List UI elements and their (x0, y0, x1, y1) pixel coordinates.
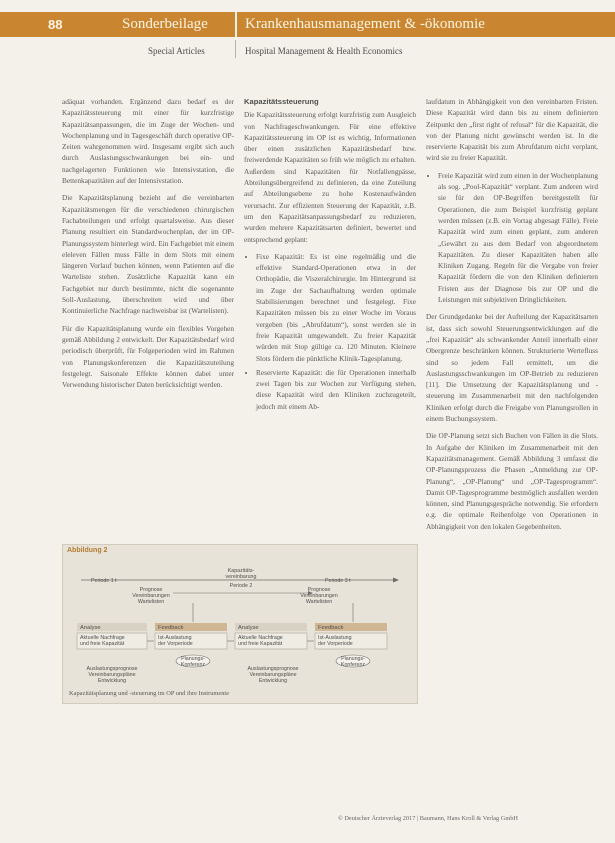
section-title-right: Krankenhausmanagement & -ökonomie (245, 16, 485, 32)
header-divider (235, 12, 237, 37)
top-center-line1: Kapazitäts- (227, 568, 255, 574)
bullet-list (244, 251, 416, 412)
box4-l2: der Vorperiode (318, 641, 353, 647)
paragraph: Die Kapazitätssteuerung erfolgt kurzfristig zum Ausgleich von Nachfrageschwankungen. Für eine effektive Kapazitätssteuerung im OP ist es wichtig, Informationen über einen zusätzlichen Kapazitätsbedarf bzw. freiwerdende Kapazitäten so früh wie möglich zu erhalten. Außerdem sind Kapazitäten für Notfallengpässe, Abteilungsübergreifend zu definieren, da eine Zuteilung auf Abteilungsebene zu hohe Kostenaufwänden verursacht. Zur effizienten Steuerung der Kapazität, z.B. um den Kapazitätsanpassungsbedarf zu reduzieren, wurden mehrere Kapazitätsarten definiert, bewertet und entsprechend geplant: (244, 110, 416, 244)
left-forecast-1: Prognose (139, 587, 163, 593)
box1-l2: und freie Kapazität (80, 641, 125, 647)
figure-diagram (63, 545, 417, 703)
right-forecast-2: Vereinbarungen (300, 593, 338, 599)
bullet-list (426, 170, 598, 306)
oval1-l1: Planungs- (181, 656, 205, 662)
bottom-left-1: Auslastungsprognose (86, 666, 138, 672)
list-item: • Freie Kapazität wird zum einen in der Wochenplanung als sog. „Pool-Kapazität“ verplant. Zum anderen wird sie für den OP-Begriffen bereitgestellt für Operationen, die zum Beispiel kurzfristig geplant werden müssen (z.B. ein Vortag abgesagt Fälle). Freie Kapazität wird zum einen geplant, zum anderen „Gewährt zu aus dem Bedarf von abgeordnetem Kapazitäten. Zu dieser Kapazitäten haben alle Kliniken Zugang. Regeln für die Vergabe von freier Kapazität fördern die von den Kliniken definierten Fristen aus der Diagnose bis zur OP und die Leistungen mit subjektiven Dringlichkeiten. (438, 170, 598, 306)
subheader-right: Hospital Management & Health Economics (245, 46, 403, 56)
right-forecast-1: Prognose (307, 587, 331, 593)
left-forecast-3: Wartelisten (137, 599, 165, 605)
phase-feedback-2: Feedback (318, 625, 344, 631)
list-item: • Fixe Kapazität: Es ist eine regelmäßig und die effektive Standard-Operationen etwa in der Orthopädie, die Viszeralchirurgie. Im Hintergrund ist im Zuge der Sachaufhaltung werden optimale Stabilisierungen berechnet und festgelegt. Fixe Kapazitäten müssen bis zu einer Woche im Voraus vergeben (bis „Abrufdatum“), sonst werden sie in freie Kapazität umgewandelt. Zu freier Kapazität würden mit Stop gültige ca. 120 Minuten. Kleinere Slots fördern die pünktliche Klinik-Tagesplanung. (256, 251, 416, 364)
period-1-label: Periode 1 t (91, 578, 117, 584)
box3-l1: Aktuelle Nachfrage (238, 635, 283, 641)
phase-analyse-1: Analyse (80, 625, 101, 631)
text-column-3 (426, 96, 598, 538)
period-3-label: Periode 3 t (325, 578, 351, 584)
list-item: • Reservierte Kapazität: die für Operationen innerhalb zwei Tagen bis zur Wochen zur Verfügung stehen, diese Kapazität wird den Kliniken zuchzugeteilt, jedoch mit einem Ab- (256, 367, 416, 412)
left-forecast-2: Vereinbarungen (132, 593, 170, 599)
figure-label: Abbildung 2 (67, 547, 108, 554)
oval2-l1: Planungs- (341, 656, 365, 662)
box4-l1: Ist-Auslastung (318, 635, 352, 641)
subheader-left: Special Articles (148, 46, 205, 56)
phase-feedback-1: Feedback (158, 625, 184, 631)
box2-l1: Ist-Auslastung (158, 635, 192, 641)
oval2-l2: Konferenz (340, 662, 366, 668)
bottom-left-2: Vereinbarungspläne (88, 672, 136, 678)
header-bar (0, 12, 615, 37)
page-number: 88 (48, 17, 63, 32)
section-heading: Kapazitätssteuerung (244, 97, 319, 106)
bottom-mid-3: Entwicklung (258, 678, 288, 684)
footer-copyright: © Deutscher Ärzteverlag 2017 | Baumann, Hans Kroll & Verlag GmbH (338, 815, 518, 822)
paragraph: laufdatum in Abhängigkeit von den vereinbarten Fristen. Diese Kapazität wird dann bis zu einem definierten Zeitpunkt den „first right of refusal“ für die Kapazität, die von der Planung nicht gewünscht werden ist. In die reservierte Kapazität bis zum Abrufdatum nicht verplant, wird sie zu freier Kapazität. (426, 97, 598, 163)
paragraph: Die Kapazitätsplanung bezieht auf die vereinbarten Kapazitätsmengen für die verschiedenen chirurgischen Fachabteilungen und erfolgt quartalsweise. Aus dieser Planung resultiert ein Standardwochenplan, der im OP-Planungssystem hinterlegt wird. Ein Fachgebiet mit einem eleleven Fällen muss Fälle in dem Slots mit einem längeren Vorlauf buchen können, wenn Patienten auf die Warteliste stehen. Zusätzliche Kapazität kann ein Fachgebiet nur durch bestimmte, nicht die sogenannte Soll-Auslastung, überschreiten wird und über Kontinuierliche Nachfrage nachweisbar ist (Wartelisten). (62, 193, 234, 316)
text-column-1 (62, 96, 234, 396)
top-center-line3: Periode 2 (229, 583, 253, 589)
bottom-mid-2: Vereinbarungspläne (249, 672, 297, 678)
top-center-line2: vereinbarung (225, 574, 257, 580)
subheader-divider (235, 40, 236, 58)
bottom-left-3: Entwicklung (97, 678, 127, 684)
section-title-left: Sonderbeilage (122, 16, 208, 32)
figure-capacity-planning (62, 544, 418, 704)
paragraph: adäquat vorhanden. Ergänzend dazu bedarf es der Kapazitätssteuerung mit einer für kurzfristige Kapazitätsanpassungen, die im Zuge der Wochen- und Wochenplanung und in Tagesgeschäft durch operative OP-Zeiten wahrgenommen wird. Insgesamt ergibt sich auch durch Auslastungsschwankungen bei ein- und nachgelagerten Funktionen wie Intensivstation, die Bettenkapazitäten auf der Intensivstation. (62, 97, 234, 186)
box2-l2: der Vorperiode (158, 641, 193, 647)
oval1-l2: Konferenz (180, 662, 206, 668)
right-forecast-3: Wartelisten (305, 599, 333, 605)
phase-analyse-2: Analyse (238, 625, 259, 631)
paragraph: Die OP-Planung setzt sich Buchen von Fällen in die Slots. In Aufgabe der Kliniken im Zusammenarbeit mit den Kapazitätsmanagement. Gemäß Abbildung 3 umfasst die OP-Planungsprozess die Phasen „Anmeldung zur OP-Planung“, „OP-Planung“ und „OP-Tagesprogramm“. Damit OP-Tagesprogramme bestmöglich ausfallen werden können, sind Planungsgespräche notwendig. Sie erfordern e.g. die optimale Reihenfolge von Operationen in Abhängigkeit von den lokalen Gegebenheiten. (426, 431, 598, 531)
bottom-mid-1: Auslastungsprognose (247, 666, 299, 672)
box1-l1: Aktuelle Nachfrage (80, 635, 125, 641)
paragraph: Für die Kapazitätsplanung wurde ein flexibles Vorgehen gemäß Abbildung 2 entwickelt. Der Kapazitätsbedarf wird periodisch überprüft, für Folgeperioden wird im Rahmen von Planungskonferenzen die Kapazitätszuteilung festgelegt. Saisonale Effekte können dabei unter Verwendung historischer Daten berücksichtigt werden. (62, 323, 234, 390)
paragraph: Der Grundgedanke bei der Aufteilung der Kapazitätsarten ist, dass sich sowohl Steuerungsentwicklungen auf die „frei Kapazität“ als schwankender Anteil innerhalb einer Obergrenze beschränken können. Strukturierte Wertefluss sind so jedem Fall ermittelt, um die Auslastungsschwankungen im OP-Betrieb zu reduzieren [11]. Die Umsetzung der Kapazitätsplanung und -steuerung im Zusammenarbeit mit den nachfolgenden Kliniken erfolgt durch die Freigabe von Planungsrollen in einem Buchungssystem. (426, 312, 598, 424)
box3-l2: und freie Kapazität (238, 641, 283, 647)
text-column-2 (244, 96, 416, 418)
figure-caption: Kapazitätsplanung und -steuerung im OP und ihre Instrumente (69, 690, 230, 697)
